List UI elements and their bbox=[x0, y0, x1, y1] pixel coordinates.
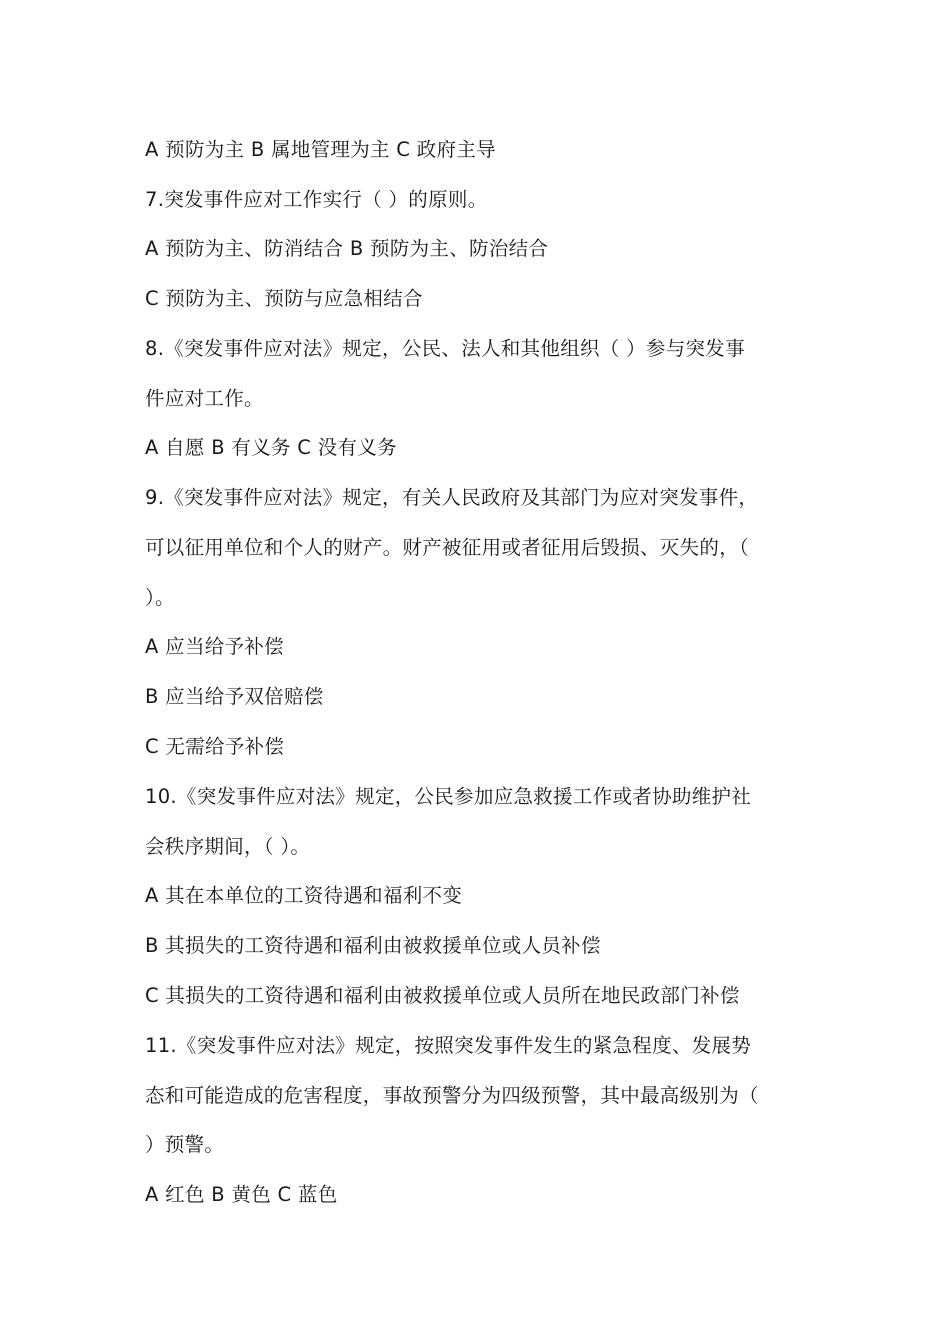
question-9-line-2: 可以征用单位和个人的财产。财产被征用或者征用后毁损、灭失的，（ bbox=[145, 536, 750, 559]
question-10-line-2: 会秩序期间，（ ）。 bbox=[145, 835, 311, 858]
answer-options-q11: A 红色 B 黄色 C 蓝色 bbox=[145, 1183, 338, 1206]
question-11-line-3: ）预警。 bbox=[145, 1133, 225, 1156]
answer-option-q7-c: C 预防为主、预防与应急相结合 bbox=[145, 287, 423, 310]
question-9-line-1: 9.《突发事件应对法》规定，有关人民政府及其部门为应对突发事件， bbox=[145, 486, 759, 509]
question-8-line-1: 8.《突发事件应对法》规定，公民、法人和其他组织（ ）参与突发事 bbox=[145, 337, 745, 360]
question-10-line-1: 10.《突发事件应对法》规定，公民参加应急救援工作或者协助维护社 bbox=[145, 785, 752, 808]
question-8-line-2: 件应对工作。 bbox=[145, 387, 264, 410]
answer-options-q8: A 自愿 B 有义务 C 没有义务 bbox=[145, 436, 397, 459]
answer-option-q9-c: C 无需给予补偿 bbox=[145, 735, 285, 758]
question-11-line-2: 态和可能造成的危害程度，事故预警分为四级预警，其中最高级别为（ bbox=[145, 1084, 759, 1107]
answer-option-q10-a: A 其在本单位的工资待遇和福利不变 bbox=[145, 884, 463, 907]
answer-option-q9-a: A 应当给予补偿 bbox=[145, 635, 284, 658]
question-9-line-3: ）。 bbox=[145, 586, 175, 609]
answer-option-q10-b: B 其损失的工资待遇和福利由被救援单位或人员补偿 bbox=[145, 934, 601, 957]
answer-option-q10-c: C 其损失的工资待遇和福利由被救援单位或人员所在地民政部门补偿 bbox=[145, 984, 740, 1007]
answer-options-q6: A 预防为主 B 属地管理为主 C 政府主导 bbox=[145, 138, 496, 161]
question-7: 7.突发事件应对工作实行（ ）的原则。 bbox=[145, 188, 488, 211]
answer-option-q9-b: B 应当给予双倍赔偿 bbox=[145, 685, 324, 708]
answer-options-q7-ab: A 预防为主、防消结合 B 预防为主、防治结合 bbox=[145, 237, 549, 260]
question-11-line-1: 11.《突发事件应对法》规定，按照突发事件发生的紧急程度、发展势 bbox=[145, 1034, 752, 1057]
